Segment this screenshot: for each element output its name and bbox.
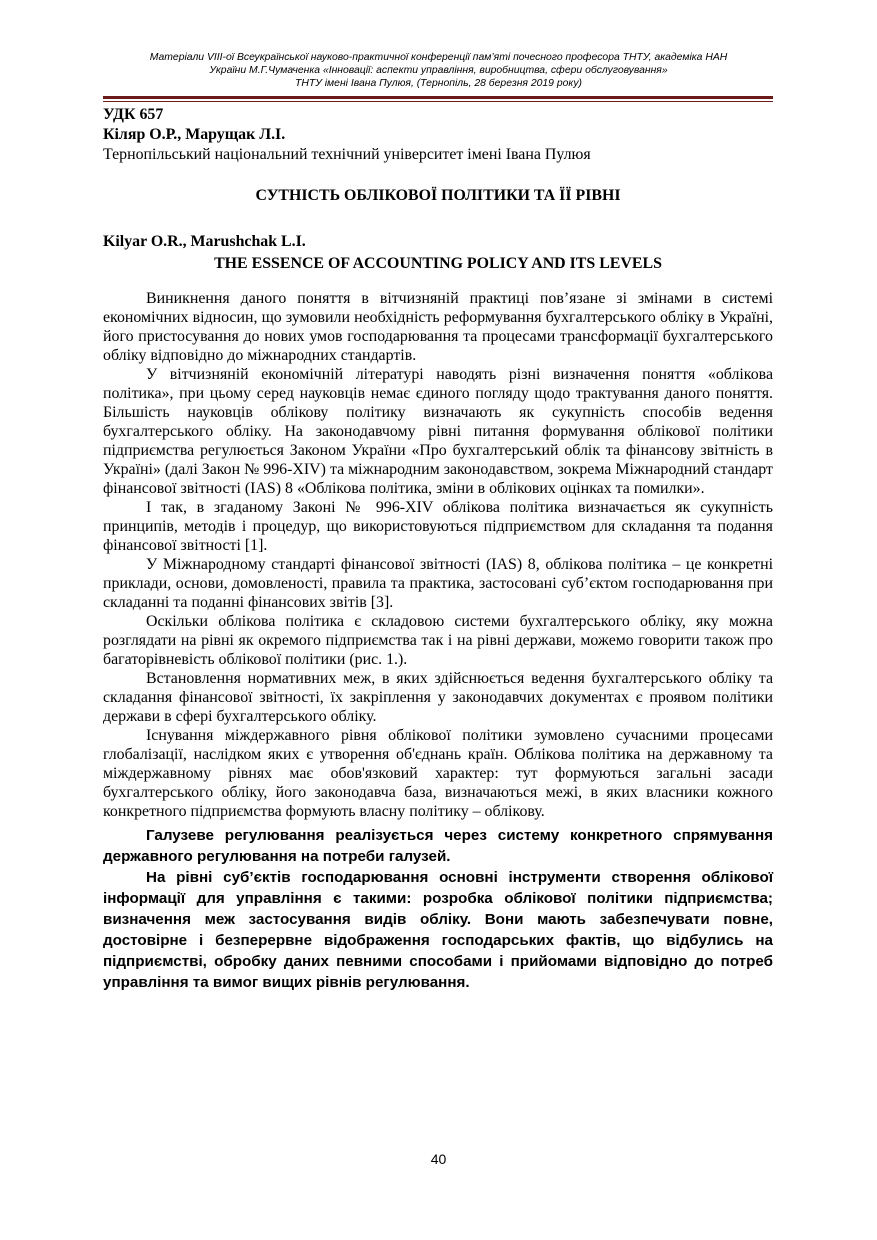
header-line-1: Матеріали VIII-ої Всеукраїнської науково-практичної конференції пам’яті почесного професора ТНТУ, академіка НАН (149, 52, 728, 63)
body-paragraph: Існування міждержавного рівня облікової політики зумовлено сучасними процесами глобалізації, наслідком яких є утворення об'єднань країн. Облікова політика на державному та міждержавному рівнях має обов'язковий характер: тут формуються загальні засади бухгалтерського обліку, його законодавча база, визначаються межі, в яких власники кожного конкретного підприємства формують власну політику – облікову. (103, 727, 773, 820)
page-number: 40 (430, 1151, 447, 1167)
body-paragraph: У вітчизняній економічній літературі наводять різні визначення поняття «облікова політика», при цьому серед науковців немає єдиного погляду щодо трактування даного поняття. Більшість науковців облікову політику визначають як сукупність способів ведення бухгалтерського обліку. На законодавчому рівні питання формування облікової політики підприємства регулюється Законом України «Про бухгалтерський облік та фінансову звітність в Україні» (далі Закон № 996-XIV) та міжнародним законодавством, зокрема Міжнародний стандарт фінансової звітності (IAS) 8 «Облікова політика, зміни в облікових оцінках та помилки». (103, 366, 773, 497)
body-paragraph: І так, в згаданому Законі № 996-XIV облікова політика визначається як сукупність принципів, методів і процедур, що використовуються підприємством для складання та подання фінансової звітності [1]. (103, 499, 773, 554)
title-en: THE ESSENCE OF ACCOUNTING POLICY AND ITS LEVELS (214, 255, 662, 272)
header-line-3: ТНТУ імені Івана Пулюя, (Тернопіль, 28 березня 2019 року) (295, 78, 582, 89)
article-body (103, 289, 773, 993)
body-paragraph: У Міжнародному стандарті фінансової звітності (IAS) 8, облікова політика – це конкретні приклади, основи, домовленості, правила та практика, застосовані суб’єктом господарювання при складанні та поданні фінансових звітів [3]. (103, 556, 773, 611)
header-rule-thick (103, 96, 773, 99)
bold-paragraph: На рівні суб’єктів господарювання основні інструменти створення облікової інформації для управління є такими: розробка облікової політики підприємства; визначення меж застосування видів обліку. Вони мають забезпечувати повне, достовірне і безперервне відображення господарських фактів, що відбулись на підприємстві, обробку даних певними способами і прийомами відповідно до потреб управління та вимог вищих рівнів регулювання. (103, 869, 773, 991)
bold-paragraph: Галузеве регулювання реалізується через систему конкретного спрямування державного регулювання на потреби галузей. (103, 827, 773, 865)
udk-code: УДК 657 (103, 106, 164, 123)
authors-en: Kilyar O.R., Marushchak L.I. (103, 233, 306, 250)
article-content (103, 105, 773, 993)
title-ua: СУТНІСТЬ ОБЛІКОВОЇ ПОЛІТИКИ ТА ЇЇ РІВНІ (255, 187, 621, 204)
header-rule-thin (103, 101, 773, 102)
body-paragraph: Оскільки облікова політика є складовою системи бухгалтерського обліку, яку можна розглядати на рівні як окремого підприємства так і на рівні держави, можемо говорити також про багаторівневість облікової політики (рис. 1.). (103, 613, 773, 668)
body-paragraph: Виникнення даного поняття в вітчизняній практиці пов’язане зі змінами в системі економічних відносин, що зумовили необхідність реформування бухгалтерського обліку в Україні, його пристосування до нових умов господарювання та процесами трансформації бухгалтерського обліку відповідно до міжнародних стандартів. (103, 290, 773, 364)
header-line-2: України М.Г.Чумаченка «Інновації: аспекти управління, виробництва, сфери обслуговування» (209, 65, 668, 76)
authors-ua: Кіляр О.Р., Марущак Л.І. (103, 126, 286, 143)
conference-header (100, 51, 777, 90)
affiliation: Тернопільський національний технічний університет імені Івана Пулюя (103, 146, 591, 163)
body-paragraph: Встановлення нормативних меж, в яких здійснюється ведення бухгалтерського обліку та складання фінансової звітності, їх закріплення у законодавчих документах є проявом політики держави в сфері бухгалтерського обліку. (103, 670, 773, 725)
